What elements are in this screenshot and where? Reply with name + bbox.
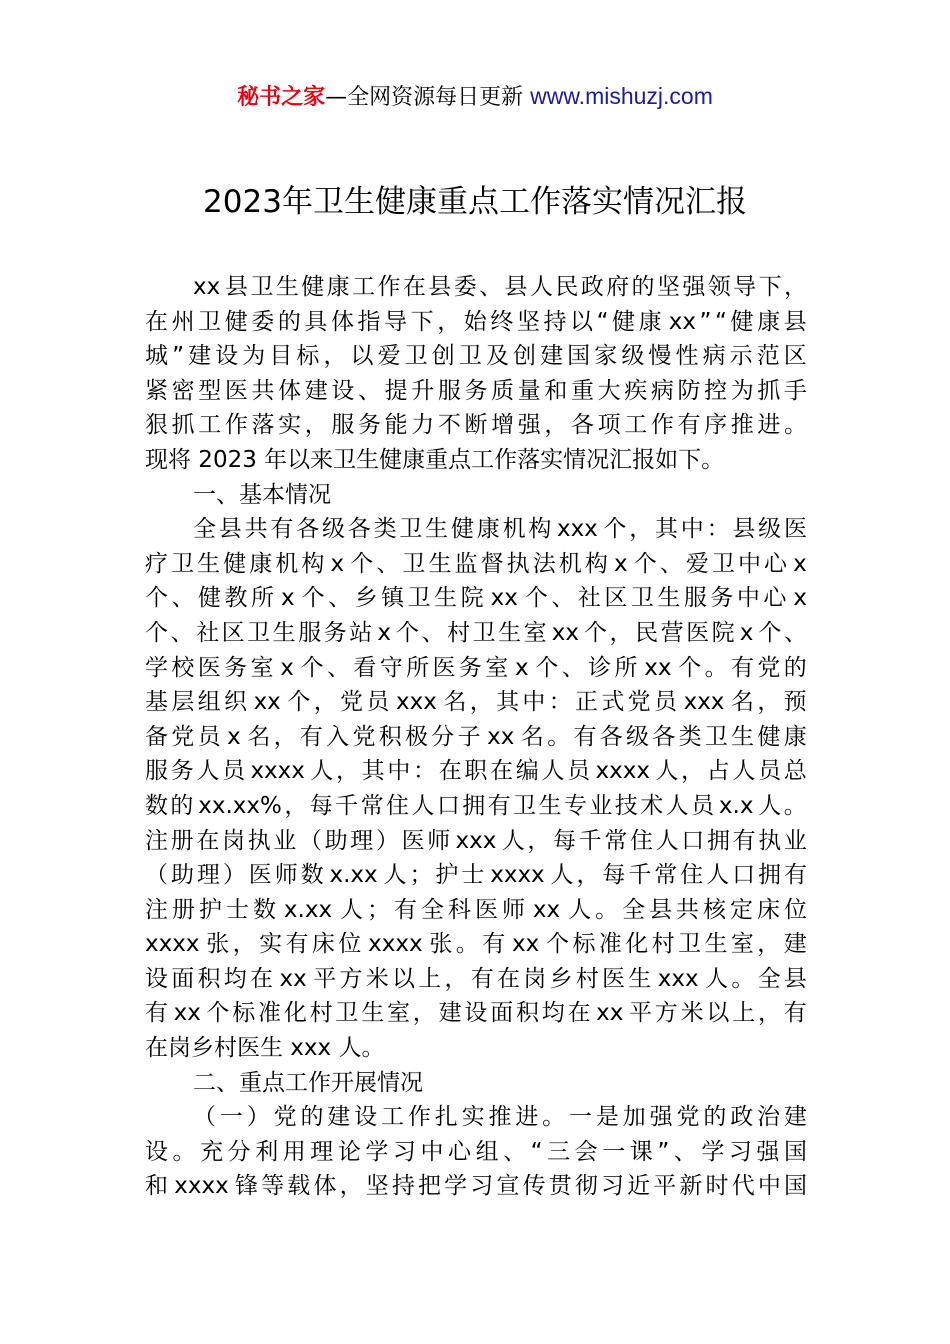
section-heading: 二、重点工作开展情况 (193, 1069, 423, 1096)
site-brand: 秘书之家 (237, 85, 326, 110)
paragraph-line: 注 册 护 士 数 x.xx 人 ； 有 全 科 医 师 xx 人 。 全 县 共 核 定 床 位 (145, 896, 807, 923)
paragraph-line: 紧 密 型 医 共 体 建 设 、 提 升 服 务 质 量 和 重 大 疾 病 防 控 为 抓 手 (145, 377, 807, 404)
paragraph-line: 狠 抓 工 作 落 实 ， 服 务 能 力 不 断 增 强 ， 各 项 工 作 有 序 推 进 。 (145, 412, 807, 439)
paragraph-line: 疗 卫 生 健 康 机 构 x 个 、 卫 生 监 督 执 法 机 构 x 个 、 爱 卫 中 心 x (145, 550, 807, 577)
paragraph-line: 在 州 卫 健 委 的 具 体 指 导 下 ， 始 终 坚 持 以 “ 健 康 xx ” “ 健 康 县 (145, 308, 807, 335)
paragraph-line: xxxx 张 ， 实 有 床 位 xxxx 张 。 有 xx 个 标 准 化 村 卫 生 室 ， 建 (145, 931, 807, 958)
paragraph-line: 设 面 积 均 在 xx 平 方 米 以 上 ， 有 在 岗 乡 村 医 生 xxx 人 。 全 县 (145, 965, 807, 992)
paragraph-line: 有 xx 个 标 准 化 村 卫 生 室 ， 建 设 面 积 均 在 xx 平 方 米 以 上 ， 有 (145, 1000, 807, 1027)
paragraph-line: 学 校 医 务 室 x 个 、 看 守 所 医 务 室 x 个 、 诊 所 xx 个 。 有 党 的 (145, 654, 807, 681)
paragraph-line: 个 、 社 区 卫 生 服 务 站 x 个 、 村 卫 生 室 xx 个 ， 民 营 医 院 x 个 、 (145, 619, 807, 646)
site-url-link[interactable]: www.mishuzj.com (530, 83, 713, 109)
site-tagline: —全网资源每日更新 (325, 85, 531, 110)
section-heading: 一、基本情况 (193, 481, 331, 508)
document-title: 2023年卫生健康重点工作落实情况汇报 (203, 184, 747, 220)
paragraph-line: （ 助 理 ） 医 师 数 x.xx 人 ； 护 士 xxxx 人 ， 每 千 常 住 人 口 拥 有 (145, 862, 807, 889)
paragraph-line: 现将 2023 年以来卫生健康重点工作落实情况汇报如下。 (145, 446, 725, 473)
paragraph-line: 数 的 xx.xx% ， 每 千 常 住 人 口 拥 有 卫 生 专 业 技 术 人 员 x.x 人 。 (145, 792, 807, 819)
paragraph-line: 和 xxxx 锋 等 载 体 ， 坚 持 把 学 习 宣 传 贯 彻 习 近 平 新 时 代 中 国 (145, 1173, 807, 1200)
paragraph-line: 备 党 员 x 名 ， 有 入 党 积 极 分 子 xx 名 。 有 各 级 各 类 卫 生 健 康 (145, 723, 807, 750)
site-header (0, 80, 950, 114)
paragraph-line: 设 。 充 分 利 用 理 论 学 习 中 心 组 、 “ 三 会 一 课 ” 、 学 习 强 国 (145, 1138, 807, 1165)
paragraph-line: xx 县 卫 生 健 康 工 作 在 县 委 、 县 人 民 政 府 的 坚 强 领 导 下 ， (193, 274, 807, 300)
paragraph-line: （ 一 ） 党 的 建 设 工 作 扎 实 推 进 。 一 是 加 强 党 的 政 治 建 (193, 1104, 807, 1131)
paragraph-line: 服 务 人 员 xxxx 人 ， 其 中 ： 在 职 在 编 人 员 xxxx 人 ， 占 人 员 总 (145, 758, 807, 785)
paragraph-line: 在岗乡村医生 xxx 人。 (145, 1035, 385, 1062)
paragraph-line: 城 ” 建 设 为 目 标 ， 以 爱 卫 创 卫 及 创 建 国 家 级 慢 性 病 示 范 区 (145, 343, 807, 370)
paragraph-line: 全 县 共 有 各 级 各 类 卫 生 健 康 机 构 xxx 个 ， 其 中 ： 县 级 医 (193, 516, 807, 543)
paragraph-line: 基 层 组 织 xx 个 ， 党 员 xxx 名 ， 其 中 ： 正 式 党 员 xxx 名 ， 预 (145, 689, 807, 716)
paragraph-line: 注 册 在 岗 执 业 （ 助 理 ） 医 师 xxx 人 ， 每 千 常 住 人 口 拥 有 执 业 (145, 827, 807, 854)
paragraph-line: 个 、 健 教 所 x 个 、 乡 镇 卫 生 院 xx 个 、 社 区 卫 生 服 务 中 心 x (145, 585, 807, 612)
document-body (145, 270, 807, 1204)
